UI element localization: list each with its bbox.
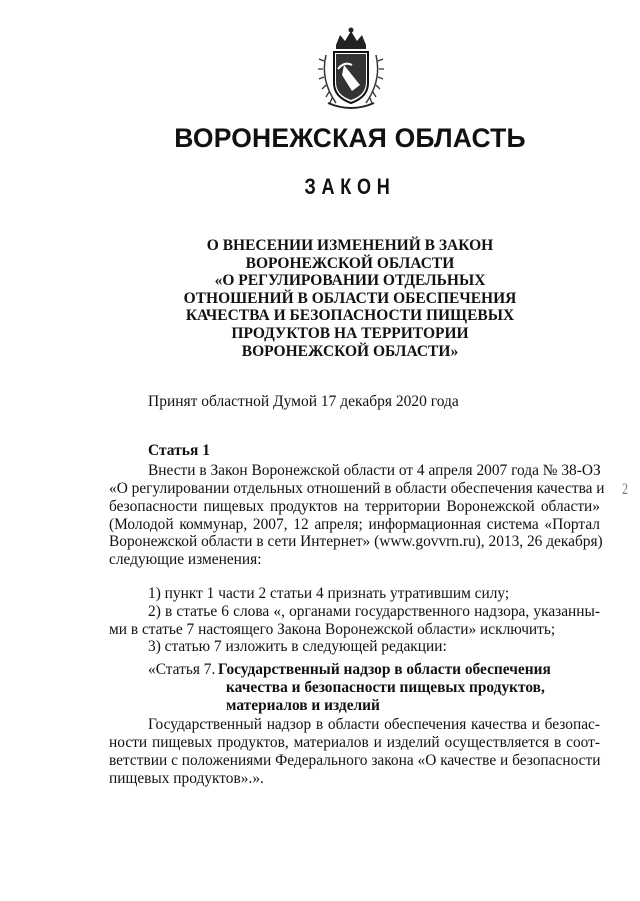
quoted-article-title-line: Государственный надзор в области обеспечения	[218, 661, 551, 678]
amendment-item-2: 2) в статье 6 слова «, органами государственного надзора, указанны-	[148, 603, 600, 620]
margin-mark: 2	[622, 479, 628, 498]
adoption-date-line: Принят областной Думой 17 декабря 2020 года	[148, 393, 459, 410]
quoted-article-title-line: материалов и изделий	[226, 697, 380, 714]
quoted-article-title-line: качества и безопасности пищевых продуктов,	[226, 679, 545, 696]
law-heading-line: ОТНОШЕНИЙ В ОБЛАСТИ ОБЕСПЕЧЕНИЯ	[183, 289, 517, 307]
quoted-article-prefix: «Статья 7.	[148, 661, 216, 678]
quoted-article-body-line: пищевых продуктов».».	[109, 770, 264, 787]
paragraph-line: Внести в Закон Воронежской области от 4 апреля 2007 года № 38-ОЗ	[148, 462, 601, 479]
amendment-item-1: 1) пункт 1 части 2 статьи 4 признать утратившим силу;	[148, 585, 510, 602]
law-heading-line: ПРОДУКТОВ НА ТЕРРИТОРИИ	[231, 324, 469, 342]
law-heading-line: КАЧЕСТВА И БЕЗОПАСНОСТИ ПИЩЕВЫХ	[185, 307, 515, 325]
quoted-article-body-line: ности пищевых продуктов, материалов и изделий осуществляется в соот-	[109, 734, 600, 751]
quoted-article-body-line: ветствии с положениями Федерального закона «О качестве и безопасности	[109, 752, 601, 769]
amendment-item-2-continued: ми в статье 7 настоящего Закона Воронежской области» исключить;	[109, 621, 556, 638]
article-label: Статья 1	[148, 442, 210, 459]
quoted-article-body-line: Государственный надзор в области обеспечения качества и безопас-	[148, 716, 600, 733]
law-title: ЗАКОН	[304, 174, 396, 199]
paragraph-line: (Молодой коммунар, 2007, 12 апреля; информационная система «Портал	[109, 516, 600, 533]
law-heading-line: ВОРОНЕЖСКОЙ ОБЛАСТИ»	[241, 342, 459, 360]
paragraph-line: безопасности пищевых продуктов на территории Воронежской области»	[109, 498, 600, 515]
law-heading-line: О ВНЕСЕНИИ ИЗМЕНЕНИЙ В ЗАКОН	[206, 237, 494, 254]
coat-of-arms-icon	[314, 25, 388, 113]
paragraph-line: следующие изменения:	[109, 551, 262, 568]
law-heading-line: «О РЕГУЛИРОВАНИИ ОТДЕЛЬНЫХ	[214, 272, 486, 290]
amendment-item-3: 3) статью 7 изложить в следующей редакции:	[148, 638, 447, 655]
law-heading-line: ВОРОНЕЖСКОЙ ОБЛАСТИ	[245, 254, 455, 272]
paragraph-line: «О регулировании отдельных отношений в области обеспечения качества и	[109, 480, 605, 497]
paragraph-line: Воронежской области в сети Интернет» (www.govvrn.ru), 2013, 26 декабря)	[109, 533, 603, 550]
region-title: ВОРОНЕЖСКАЯ ОБЛАСТЬ	[174, 123, 526, 153]
law-heading	[155, 237, 545, 360]
